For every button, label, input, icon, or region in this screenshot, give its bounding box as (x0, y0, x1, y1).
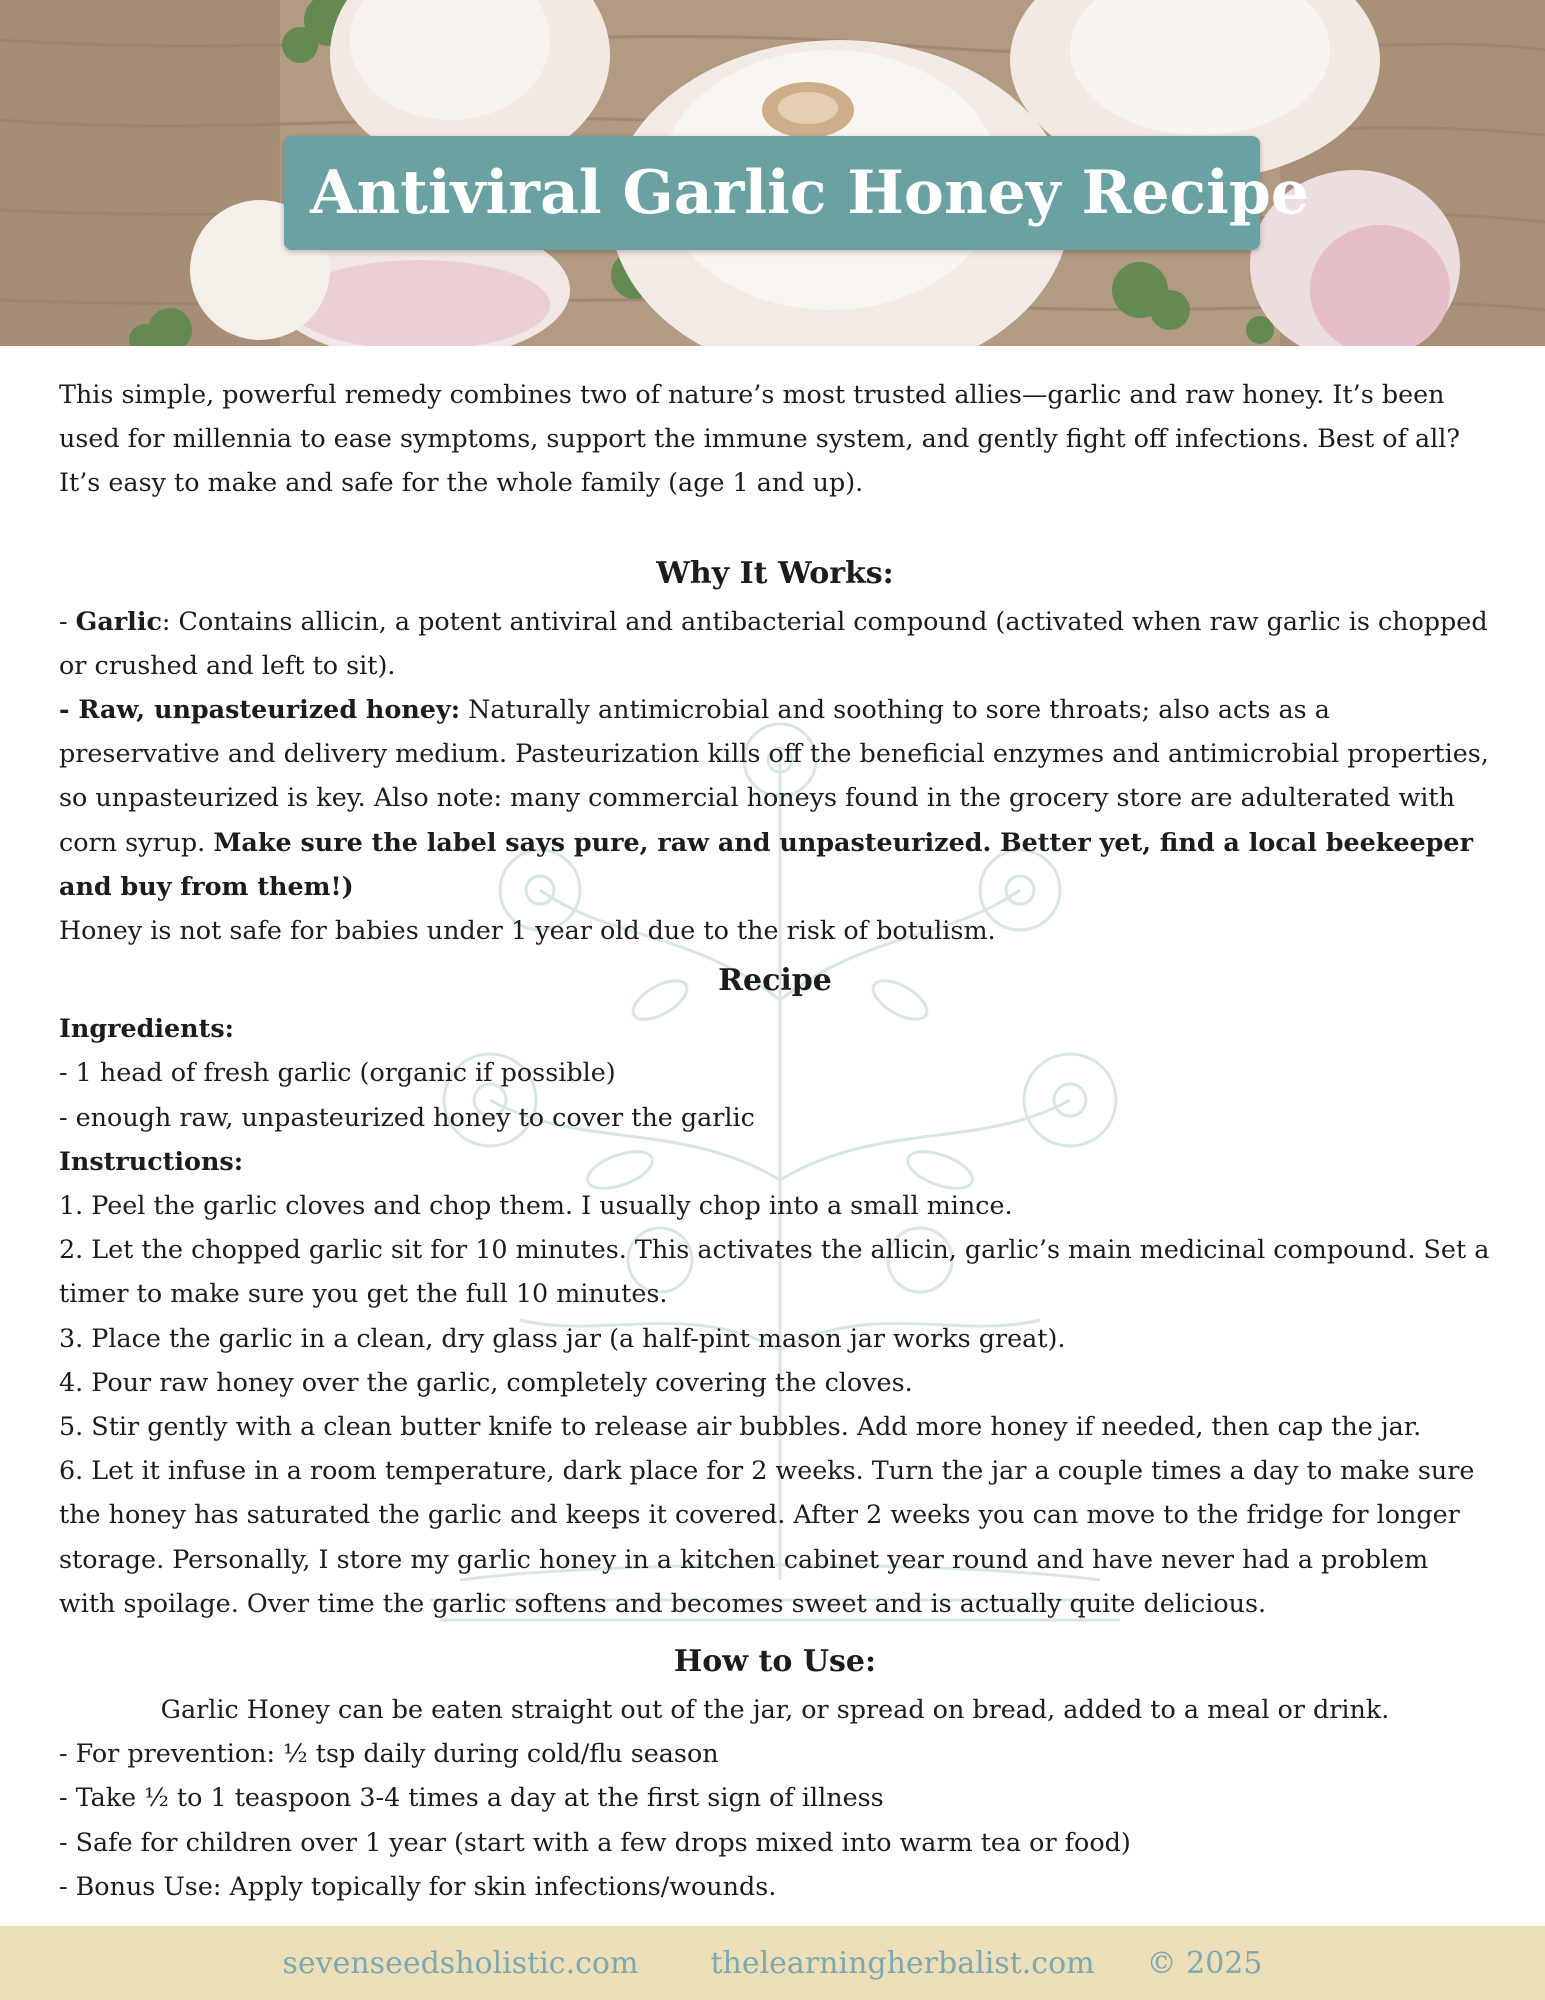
ingredient-item: - 1 head of fresh garlic (organic if possible) (59, 1057, 616, 1088)
footer (0, 1926, 1545, 2000)
title-banner (284, 136, 1309, 250)
instruction-step: 4. Pour raw honey over the garlic, completely covering the cloves. (59, 1366, 913, 1397)
garlic-text: : Contains allicin, a potent antiviral and antibacterial compound (activated when raw garlic is chopped or crushed and left to sit). (59, 605, 1488, 680)
usage-item: - For prevention: ½ tsp daily during cold/flu season (59, 1738, 719, 1769)
recipe-heading: Recipe (718, 963, 832, 999)
botulism-warning: Honey is not safe for babies under 1 year old due to the risk of botulism. (59, 915, 996, 946)
instruction-step: 6. Let it infuse in a room temperature, dark place for 2 weeks. Turn the jar a couple times a day to make sure the honey has saturated the garlic and keeps it covered. After 2 weeks you can move to the fridge for longer storage. Personally, I store my garlic honey in a kitchen cabinet year round and have never had a problem with spoilage. Over time the garlic softens and becomes sweet and is actually quite delicious. (59, 1455, 1475, 1618)
page-title: Antiviral Garlic Honey Recipe (310, 158, 1309, 228)
garlic-prefix: - (59, 605, 76, 636)
article-body (59, 372, 1491, 1908)
garlic-label: Garlic (75, 605, 162, 636)
ingredient-item: - enough raw, unpasteurized honey to cover the garlic (59, 1101, 755, 1132)
usage-heading: How to Use: (673, 1644, 877, 1680)
footer-link-learningherbalist[interactable]: thelearningherbalist.com (710, 1945, 1095, 1981)
instruction-step: 2. Let the chopped garlic sit for 10 minutes. This activates the allicin, garlic’s main medicinal compound. Set a timer to make sure you get the full 10 minutes. (59, 1234, 1490, 1309)
instruction-step: 5. Stir gently with a clean butter knife to release air bubbles. Add more honey if needed, then cap the jar. (59, 1411, 1422, 1442)
instruction-step: 3. Place the garlic in a clean, dry glass jar (a half-pint mason jar works great). (59, 1322, 1066, 1353)
ingredients-label: Ingredients: (59, 1013, 235, 1044)
footer-copyright: © 2025 (1146, 1945, 1263, 1981)
honey-label: - Raw, unpasteurized honey: (59, 694, 461, 725)
garlic-item (59, 599, 1491, 687)
why-heading: Why It Works: (656, 555, 894, 591)
footer-link-sevenseeds[interactable]: sevenseedsholistic.com (282, 1945, 639, 1981)
honey-text: Naturally antimicrobial and soothing to sore throats; also acts as a preservative and delivery medium. Pasteurization kills off the beneficial enzymes and antimicrobial properties, so unpasteurized is key. Also note: many commercial honeys found in the grocery store are adulterated with corn syrup. (59, 694, 1489, 857)
usage-item: - Take ½ to 1 teaspoon 3-4 times a day at the first sign of illness (59, 1782, 884, 1813)
instruction-step: 1. Peel the garlic cloves and chop them. I usually chop into a small mince. (59, 1190, 1013, 1221)
honey-bold-note: Make sure the label says pure, raw and unpasteurized. Better yet, find a local beekeeper and buy from them!) (59, 826, 1473, 901)
header-banner (0, 0, 1545, 346)
usage-item: - Safe for children over 1 year (start with a few drops mixed into warm tea or food) (59, 1826, 1131, 1857)
intro-paragraph: This simple, powerful remedy combines two of nature’s most trusted allies—garlic and raw honey. It’s been used for millennia to ease symptoms, support the immune system, and gently fight off infections. Best of all? It’s easy to make and safe for the whole family (age 1 and up). (59, 379, 1460, 498)
usage-item: - Bonus Use: Apply topically for skin infections/wounds. (59, 1870, 777, 1901)
honey-item (59, 687, 1491, 908)
usage-intro: Garlic Honey can be eaten straight out of the jar, or spread on bread, added to a meal or drink. (160, 1694, 1390, 1725)
instructions-label: Instructions: (59, 1145, 244, 1176)
